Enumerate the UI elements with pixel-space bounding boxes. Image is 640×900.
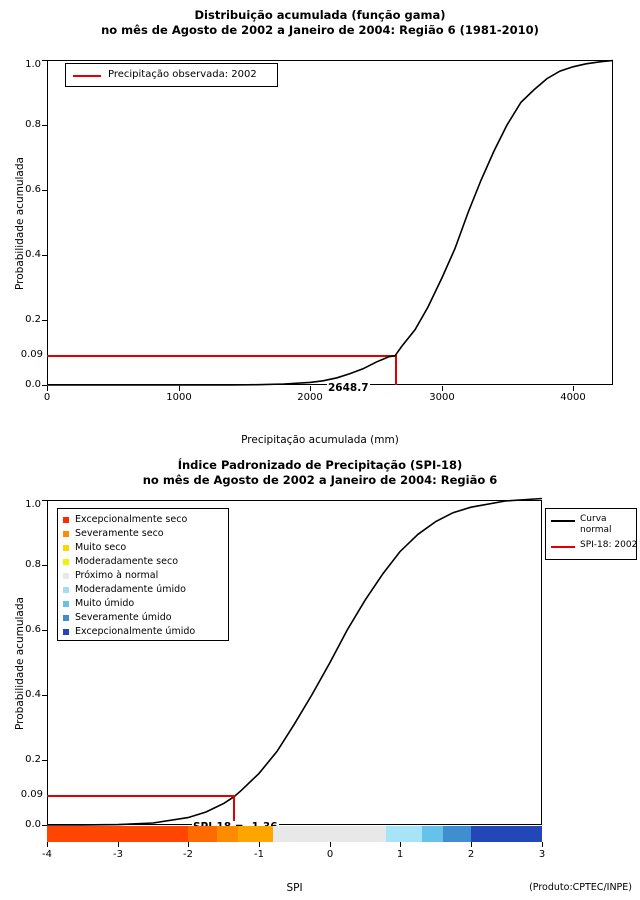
bottom-prob-label: 0.09 — [20, 789, 43, 800]
bottom-xtick-4: 0 — [326, 849, 334, 860]
colorbar-seg-7 — [443, 826, 471, 842]
top-xtick-2: 2000 — [297, 392, 323, 403]
curve-legend-label-1: SPI-18: 2002 — [580, 540, 638, 550]
top-ytick-2: 0.4 — [25, 249, 41, 260]
colorbar-seg-4 — [273, 826, 386, 842]
square-icon-0 — [63, 517, 69, 523]
legend-item-label-5: Moderadamente úmido — [75, 584, 186, 595]
colorbar-seg-5 — [386, 826, 421, 842]
bottom-ytick-1: 0.2 — [25, 754, 41, 765]
bottom-xtick-5: 1 — [396, 849, 404, 860]
curve-legend-label-0: Curva — [580, 514, 607, 524]
colorbar-seg-3 — [238, 826, 273, 842]
top-ytick-0: 0.0 — [25, 379, 41, 390]
square-icon-1 — [63, 531, 69, 537]
curve-legend-label-0b: normal — [580, 525, 612, 535]
spi-category-legend — [57, 508, 229, 641]
colorbar-seg-2 — [217, 826, 238, 842]
top-ytick-3: 0.6 — [25, 184, 41, 195]
bottom-chart-title-line2: no mês de Agosto de 2002 a Janeiro de 2004: Região 6 — [142, 473, 498, 487]
square-icon-2 — [63, 545, 69, 551]
square-icon-4 — [63, 573, 69, 579]
credit-label: (Produto:CPTEC/INPE) — [529, 882, 632, 893]
bottom-xtick-6: 2 — [467, 849, 475, 860]
legend-item-label-1: Severamente seco — [75, 528, 164, 539]
top-xtick-4: 4000 — [560, 392, 586, 403]
curve-legend-swatch-1 — [551, 546, 575, 548]
top-observed-value-label: 2648.7 — [328, 382, 369, 394]
legend-item-label-0: Excepcionalmente seco — [75, 514, 188, 525]
square-icon-7 — [63, 615, 69, 621]
colorbar-seg-0 — [47, 826, 188, 842]
top-xtick-1: 1000 — [166, 392, 192, 403]
top-ytick-4: 0.8 — [25, 119, 41, 130]
bottom-ytick-3: 0.6 — [25, 624, 41, 635]
top-ytick-5: 1.0 — [25, 59, 41, 70]
bottom-y-axis-label: Probabilidade acumulada — [14, 597, 26, 730]
top-ytick-1: 0.2 — [25, 314, 41, 325]
top-xtick-3: 3000 — [429, 392, 455, 403]
bottom-xtick-2: -2 — [183, 849, 193, 860]
top-y-axis-label: Probabilidade acumulada — [14, 157, 26, 290]
square-icon-5 — [63, 587, 69, 593]
colorbar-seg-1 — [188, 826, 216, 842]
colorbar-seg-8 — [471, 826, 542, 842]
bottom-ytick-0: 0.0 — [25, 819, 41, 830]
bottom-ytick-5: 1.0 — [25, 499, 41, 510]
square-icon-6 — [63, 601, 69, 607]
top-legend-label: Precipitação observada: 2002 — [108, 69, 257, 80]
top-prob-label: 0.09 — [20, 349, 43, 360]
top-xtick-0: 0 — [43, 392, 51, 403]
curve-legend-swatch-0 — [551, 520, 575, 522]
bottom-xtick-7: 3 — [538, 849, 546, 860]
curve-legend — [545, 508, 637, 560]
legend-item-label-2: Muito seco — [75, 542, 127, 553]
spi-category-colorbar — [47, 826, 542, 842]
legend-item-label-7: Severamente úmido — [75, 612, 172, 623]
top-legend-swatch-line — [73, 75, 101, 77]
bottom-ytick-2: 0.4 — [25, 689, 41, 700]
legend-item-label-6: Muito úmido — [75, 598, 135, 609]
top-x-axis-label: Precipitação acumulada (mm) — [241, 434, 399, 446]
bottom-x-axis-label: SPI — [286, 882, 303, 894]
square-icon-8 — [63, 629, 69, 635]
colorbar-seg-6 — [422, 826, 443, 842]
bottom-annotation-hline — [47, 795, 234, 797]
top-chart-title-line1: Distribuição acumulada (função gama) — [194, 8, 446, 22]
square-icon-3 — [63, 559, 69, 565]
legend-item-label-8: Excepcionalmente úmido — [75, 626, 196, 637]
bottom-xtick-1: -3 — [113, 849, 123, 860]
legend-item-label-3: Moderadamente seco — [75, 556, 179, 567]
top-chart-title-line2: no mês de Agosto de 2002 a Janeiro de 2004: Região 6 (1981-2010) — [101, 23, 539, 37]
bottom-xtick-0: -4 — [42, 849, 52, 860]
bottom-xtick-3: -1 — [254, 849, 264, 860]
legend-item-label-4: Próximo à normal — [75, 570, 159, 581]
chart-panel-bottom — [0, 450, 640, 900]
bottom-chart-title-line1: Índice Padronizado de Precipitação (SPI-18) — [177, 458, 463, 472]
bottom-ytick-4: 0.8 — [25, 559, 41, 570]
top-legend — [65, 63, 278, 87]
